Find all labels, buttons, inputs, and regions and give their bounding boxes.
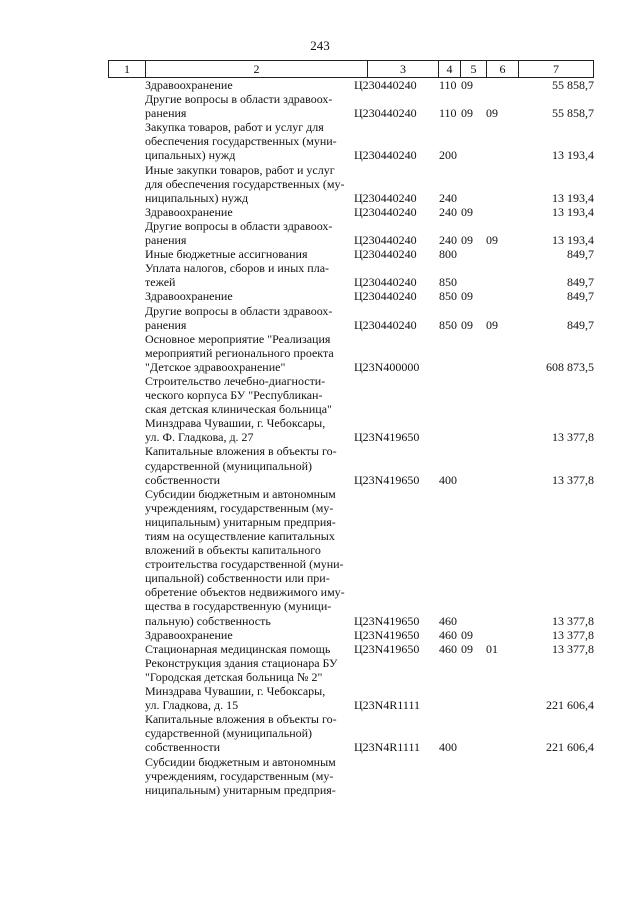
table-row bbox=[108, 444, 594, 486]
table-row bbox=[108, 642, 594, 656]
item-name-cell: Другие вопросы в области здравоох- ранения bbox=[145, 92, 333, 121]
item-name-cell: Иные бюджетные ассигнования bbox=[145, 247, 308, 262]
item-name-cell: Здравоохранение bbox=[145, 289, 233, 304]
expense-type-cell: 400 bbox=[439, 740, 457, 755]
item-name-cell: Другие вопросы в области здравоох- ранения bbox=[145, 218, 333, 248]
target-code-cell: Ц230440240 bbox=[354, 233, 417, 248]
section-cell: 09 bbox=[461, 641, 473, 656]
section-cell: 09 bbox=[461, 289, 473, 304]
target-code-cell: Ц230440240 bbox=[354, 204, 417, 219]
target-code-cell: Ц230440240 bbox=[354, 247, 417, 262]
amount-cell: 849,7 bbox=[567, 247, 594, 262]
target-code-cell: Ц23N400000 bbox=[354, 359, 420, 374]
expense-type-cell: 800 bbox=[439, 247, 457, 262]
table-row bbox=[108, 289, 594, 303]
amount-cell: 13 193,4 bbox=[552, 204, 594, 219]
subsection-cell: 09 bbox=[486, 233, 498, 248]
table-row bbox=[108, 487, 594, 628]
amount-cell: 13 377,8 bbox=[552, 430, 594, 445]
item-name-cell: Здравоохранение bbox=[145, 627, 233, 642]
item-name-cell: Здравоохранение bbox=[145, 204, 233, 219]
expense-type-cell: 850 bbox=[439, 289, 457, 304]
item-name-cell: Капитальные вложения в объекты го- сударственной (муниципальной) собственности bbox=[145, 444, 337, 487]
amount-cell: 849,7 bbox=[567, 275, 594, 290]
expense-type-cell: 200 bbox=[439, 148, 457, 163]
table-row bbox=[108, 205, 594, 219]
amount-cell: 13 193,4 bbox=[552, 148, 594, 163]
target-code-cell: Ц23N419650 bbox=[354, 430, 420, 445]
column-header-7: 7 bbox=[518, 61, 594, 77]
section-cell: 09 bbox=[461, 204, 473, 219]
table-row bbox=[108, 628, 594, 642]
table-row bbox=[108, 712, 594, 754]
item-name-cell: Субсидии бюджетным и автономным учреждениям, государственным (му- ниципальным) унитарным предприя- bbox=[145, 754, 336, 797]
item-name-cell: Другие вопросы в области здравоох- ранения bbox=[145, 303, 333, 332]
amount-cell: 55 858,7 bbox=[552, 106, 594, 121]
table-row bbox=[108, 247, 594, 261]
table-row bbox=[108, 120, 594, 162]
table-row bbox=[108, 656, 594, 712]
amount-cell: 13 377,8 bbox=[552, 613, 594, 628]
item-name-cell: Капитальные вложения в объекты го- сударственной (муниципальной) собственности bbox=[145, 712, 337, 755]
expense-type-cell: 110 bbox=[439, 78, 457, 92]
target-code-cell: Ц23N419650 bbox=[354, 627, 420, 642]
item-name-cell: Здравоохранение bbox=[145, 78, 233, 92]
amount-cell: 13 377,8 bbox=[552, 641, 594, 656]
amount-cell: 608 873,5 bbox=[546, 359, 594, 374]
expense-type-cell: 460 bbox=[439, 613, 457, 628]
table-row bbox=[108, 78, 594, 92]
amount-cell: 221 606,4 bbox=[546, 740, 594, 755]
amount-cell: 13 193,4 bbox=[552, 190, 594, 205]
table-row bbox=[108, 374, 594, 444]
table-row bbox=[108, 332, 594, 374]
amount-cell: 221 606,4 bbox=[546, 698, 594, 713]
target-code-cell: Ц230440240 bbox=[354, 148, 417, 163]
table-row bbox=[108, 163, 594, 205]
expense-type-cell: 850 bbox=[439, 317, 457, 332]
amount-cell: 13 377,8 bbox=[552, 627, 594, 642]
item-name-cell: Строительство лечебно-диагности- ческого корпуса БУ "Республикан- ская детская клиническая больница" Минздрава Чувашии, г. Чебоксары, ул. Ф. Гладкова, д. 27 bbox=[145, 373, 332, 445]
budget-table-body bbox=[108, 78, 594, 797]
table-row bbox=[108, 304, 594, 332]
table-row bbox=[108, 219, 594, 247]
item-name-cell: Основное мероприятие "Реализация мероприятий регионального проекта "Детское здравоохранение" bbox=[145, 331, 334, 374]
column-header-5: 5 bbox=[460, 61, 486, 77]
table-row bbox=[108, 755, 594, 797]
expense-type-cell: 110 bbox=[439, 106, 457, 121]
expense-type-cell: 240 bbox=[439, 233, 457, 248]
target-code-cell: Ц230440240 bbox=[354, 106, 417, 121]
expense-type-cell: 850 bbox=[439, 275, 457, 290]
amount-cell: 55 858,7 bbox=[552, 78, 594, 92]
item-name-cell: Субсидии бюджетным и автономным учреждениям, государственным (му- ниципальным) унитарным предприя- тиям на осуществление капитальных вложений в объекты капитального строительства государственной (муни- ципальной) собственности или при- обретение объектов недвижимого иму- щества в государственную (муници- пальную) собственность bbox=[145, 486, 345, 628]
target-code-cell: Ц23N419650 bbox=[354, 613, 420, 628]
column-header-3: 3 bbox=[367, 61, 438, 77]
amount-cell: 13 193,4 bbox=[552, 233, 594, 248]
amount-cell: 13 377,8 bbox=[552, 472, 594, 487]
column-header-4: 4 bbox=[438, 61, 460, 77]
table-row bbox=[108, 261, 594, 289]
table-header bbox=[108, 60, 594, 78]
target-code-cell: Ц230440240 bbox=[354, 78, 417, 92]
target-code-cell: Ц230440240 bbox=[354, 289, 417, 304]
page-number: 243 bbox=[310, 38, 330, 53]
target-code-cell: Ц23N4R1111 bbox=[354, 698, 420, 713]
expense-type-cell: 460 bbox=[439, 627, 457, 642]
column-header-6: 6 bbox=[486, 61, 518, 77]
table-row bbox=[108, 92, 594, 120]
expense-type-cell: 460 bbox=[439, 641, 457, 656]
target-code-cell: Ц23N419650 bbox=[354, 641, 420, 656]
item-name-cell: Уплата налогов, сборов и иных пла- тежей bbox=[145, 261, 330, 290]
section-cell: 09 bbox=[461, 106, 473, 121]
target-code-cell: Ц23N419650 bbox=[354, 472, 420, 487]
column-header-2: 2 bbox=[145, 61, 367, 77]
expense-type-cell: 240 bbox=[439, 190, 457, 205]
expense-type-cell: 400 bbox=[439, 472, 457, 487]
item-name-cell: Иные закупки товаров, работ и услуг для обеспечения государственных (му- ниципальных) нужд bbox=[145, 162, 345, 205]
amount-cell: 849,7 bbox=[567, 317, 594, 332]
target-code-cell: Ц23N4R1111 bbox=[354, 740, 420, 755]
item-name-cell: Стационарная медицинская помощь bbox=[145, 641, 331, 656]
section-cell: 09 bbox=[461, 627, 473, 642]
target-code-cell: Ц230440240 bbox=[354, 275, 417, 290]
section-cell: 09 bbox=[461, 317, 473, 332]
amount-cell: 849,7 bbox=[567, 289, 594, 304]
target-code-cell: Ц230440240 bbox=[354, 190, 417, 205]
subsection-cell: 09 bbox=[486, 106, 498, 121]
subsection-cell: 01 bbox=[486, 641, 498, 656]
expense-type-cell: 240 bbox=[439, 204, 457, 219]
item-name-cell: Реконструкция здания стационара БУ "Городская детская больница № 2" Минздрава Чувашии, г. Чебоксары, ул. Гладкова, д. 15 bbox=[145, 655, 338, 713]
subsection-cell: 09 bbox=[486, 317, 498, 332]
section-cell: 09 bbox=[461, 78, 473, 92]
item-name-cell: Закупка товаров, работ и услуг для обеспечения государственных (муни- ципальных) нужд bbox=[145, 120, 337, 163]
target-code-cell: Ц230440240 bbox=[354, 317, 417, 332]
section-cell: 09 bbox=[461, 233, 473, 248]
column-header-1: 1 bbox=[108, 61, 145, 77]
